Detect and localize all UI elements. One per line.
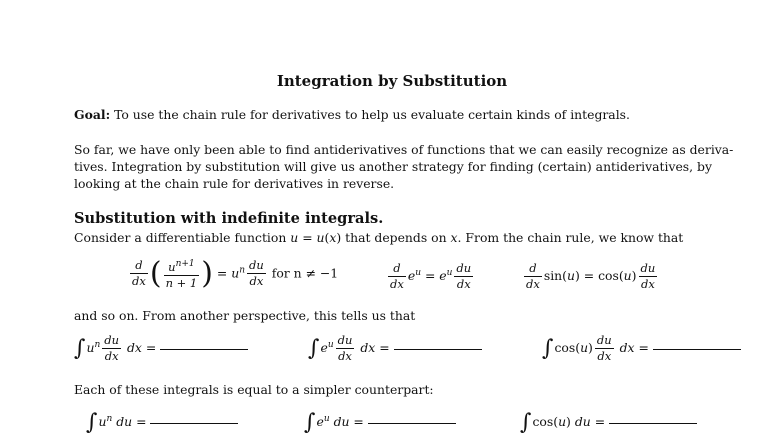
integral-cos-simple: ∫cos(u) du =	[520, 410, 697, 435]
integral-exp-chain: $\int e^u$ $\frac{du}{dx}$ dx =	[308, 334, 482, 363]
goal-line	[74, 106, 630, 123]
intro-line-3: looking at the chain rule for derivatives in reverse.	[74, 176, 395, 191]
consider-post: . From the chain rule, we know that	[457, 230, 684, 245]
consider-pre: Consider a differentiable function	[74, 230, 287, 245]
intro-paragraph	[74, 141, 733, 192]
intro-line-2: tives. Integration by substitution will give us another strategy for finding (certain) antiderivatives, by	[74, 159, 712, 174]
answer-blank[interactable]	[653, 348, 741, 350]
power-condition: for n ≠ −1	[271, 265, 339, 281]
page-title: Integration by Substitution	[276, 72, 508, 90]
eq-power-rule: $\frac{d}{dx}$ ( $\frac{u^{n+1}}{n + 1}$ ) = $u^n$ $\frac{du}{dx}$ for n ≠ −1	[132, 255, 339, 291]
and-so-on-line: and so on. From another perspective, this tells us that	[74, 308, 416, 323]
eq-sin-rule: $\frac{d}{dx}$ sin(u) = cos(u) $\frac{du}{dx}$	[526, 261, 656, 291]
goal-label: Goal:	[74, 107, 111, 122]
u-of-x: u	[290, 230, 299, 245]
simpler-counterpart-line: Each of these integrals is equal to a simpler counterpart:	[74, 382, 434, 397]
answer-blank[interactable]	[160, 348, 248, 350]
answer-blank[interactable]	[150, 422, 238, 424]
answer-blank[interactable]	[394, 348, 482, 350]
integral-power-chain: $\int u^n$ $\frac{du}{dx}$ dx =	[74, 334, 248, 363]
answer-blank[interactable]	[609, 422, 697, 424]
consider-line: Consider a differentiable function u = u(x) that depends on x. From the chain rule, we know that	[74, 230, 684, 245]
integral-exp-simple: $\int e^u$ du =	[304, 410, 456, 435]
consider-mid: that depends on	[345, 230, 447, 245]
integral-power-simple: $\int u^n$ du =	[86, 410, 238, 435]
section-heading: Substitution with indefinite integrals.	[74, 210, 384, 227]
goal-text: To use the chain rule for derivatives to help us evaluate certain kinds of integrals.	[114, 107, 630, 122]
eq-exp-rule: $\frac{d}{dx}$ $e^u = e^u$ $\frac{du}{dx}$	[390, 261, 472, 291]
intro-line-1: So far, we have only been able to find antiderivatives of functions that we can easily recognize as deriva-	[74, 142, 734, 157]
integral-cos-chain: ∫cos(u) $\frac{du}{dx}$ dx =	[542, 334, 741, 363]
answer-blank[interactable]	[368, 422, 456, 424]
